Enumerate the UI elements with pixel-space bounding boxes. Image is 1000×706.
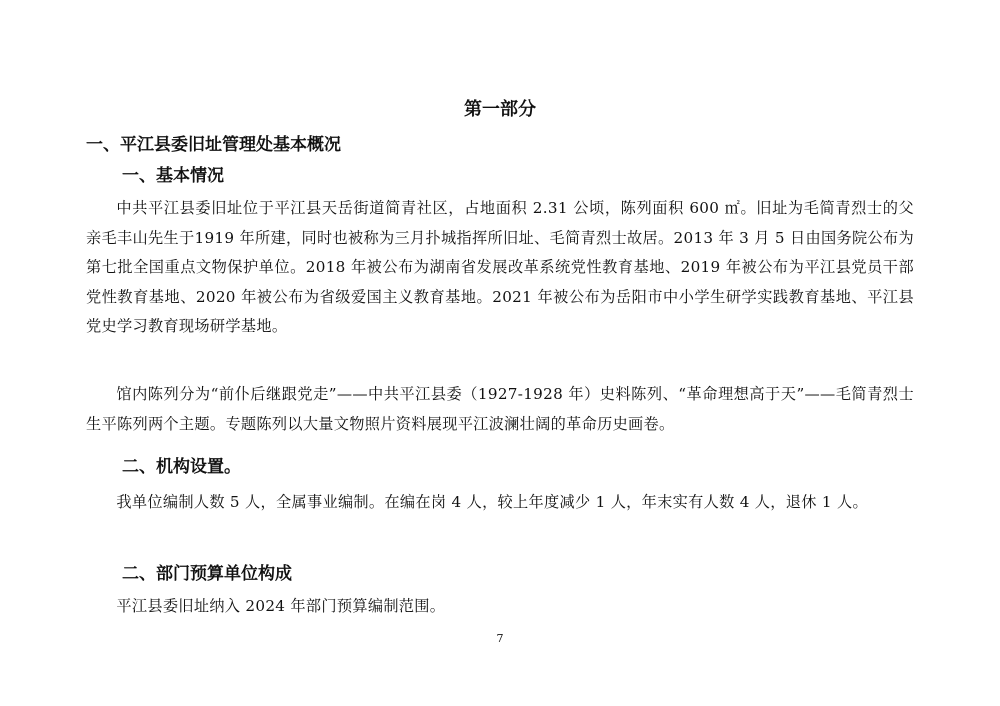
subsection-heading-budget-units: 二、部门预算单位构成 <box>122 564 292 584</box>
subsection-heading-basic-info: 一、基本情况 <box>122 166 224 186</box>
budget-units-paragraph: 平江县委旧址纳入 2024 年部门预算编制范围。 <box>116 597 446 615</box>
basic-info-paragraph: 中共平江县委旧址位于平江县天岳街道简青社区，占地面积 2.31 公顷，陈列面积 600 ㎡。旧址为毛简青烈士的父亲毛丰山先生于1919 年所建，同时也被称为三月扑城指挥所旧址、毛简青烈士故居。2013 年 3 月 5 日由国务院公布为第七批全国重点文物保护单位。2018 年被公布为湖南省发展改革系统党性教育基地、2019 年被公布为平江县党员干部党性教育基地、2020 年被公布为省级爱国主义教育基地。2021 年被公布为岳阳市中小学生研学实践教育基地、平江县党史学习教育现场研学基地。 <box>86 199 914 336</box>
organization-paragraph: 我单位编制人数 5 人，全属事业编制。在编在岗 4 人，较上年度减少 1 人，年末实有人数 4 人，退休 1 人。 <box>116 493 868 511</box>
exhibition-paragraph: 馆内陈列分为“前仆后继跟党走”——中共平江县委（1927-1928 年）史料陈列、“革命理想高于天”——毛简青烈士生平陈列两个主题。专题陈列以大量文物照片资料展现平江波澜壮阔的革命历史画卷。 <box>86 385 914 433</box>
page-number: 7 <box>496 632 504 645</box>
subsection-heading-organization: 二、机构设置。 <box>122 457 241 477</box>
part-title: 第一部分 <box>464 99 536 120</box>
section-heading: 一、平江县委旧址管理处基本概况 <box>86 135 341 155</box>
